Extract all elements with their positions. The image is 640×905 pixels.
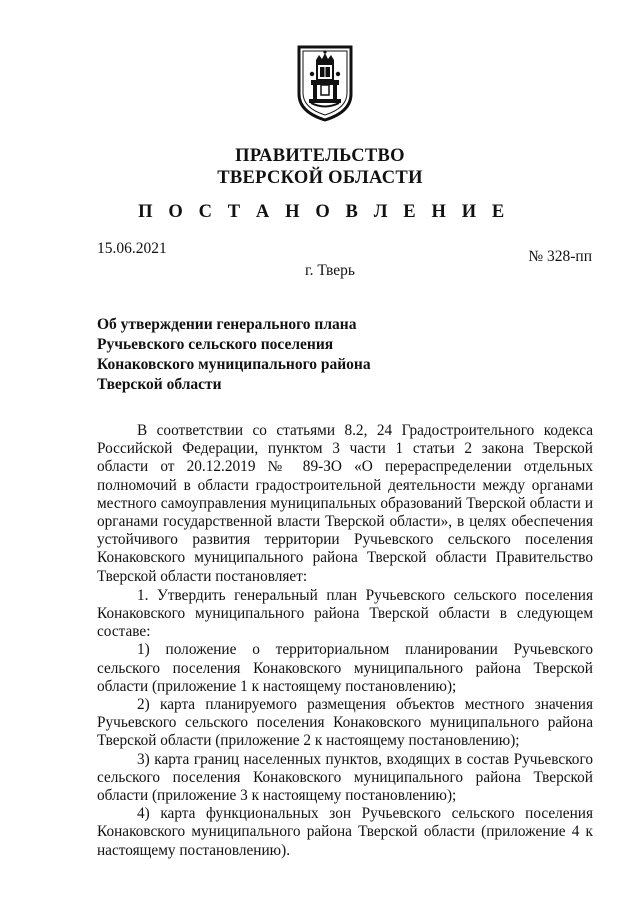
subject-line: Об утверждении генерального плана <box>97 316 357 333</box>
document-city: г. Тверь <box>305 262 355 279</box>
document-subject <box>97 315 371 395</box>
subitem-2-paragraph: 2) карта планируемого размещения объектов местного значения Ручьевского сельского поселения Конаковского муниципального района Тверской области (приложение 2 к настоящему постановлению); <box>97 696 593 750</box>
subject-line: Тверской области <box>97 376 222 393</box>
government-heading <box>0 145 640 189</box>
preamble-paragraph: В соответствии со статьями 8.2, 24 Градостроительного кодекса Российской Федерации, пунктом 3 части 1 статьи 2 закона Тверской области от 20.12.2019 № 89-ЗО «О перераспределении отдельных полномочий в области градостроительной деятельности между органами местного самоуправления муниципальных образований Тверской области и органами государственной власти Тверской области», в целях обеспечения устойчивого развития территории Ручьевского сельского поселения Конаковского муниципального района Тверской области Правительство Тверской области постановляет: <box>97 422 593 585</box>
subitem-1-paragraph: 1) положение о территориальном планировании Ручьевского сельского поселения Конаковского муниципального района Тверской области (приложение 1 к настоящему постановлению); <box>97 641 593 695</box>
document-date: 15.06.2021 <box>97 240 167 257</box>
subitem-4-paragraph: 4) карта функциональных зон Ручьевского сельского поселения Конаковского муниципального района Тверской области (приложение 4 к настоящему постановлению). <box>97 805 593 859</box>
government-line-2: ТВЕРСКОЙ ОБЛАСТИ <box>217 168 423 188</box>
subject-line: Конаковского муниципального района <box>97 356 371 373</box>
government-line-1: ПРАВИТЕЛЬСТВО <box>235 146 405 166</box>
subject-line: Ручьевского сельского поселения <box>97 336 334 353</box>
document-body <box>97 422 593 860</box>
document-number: № 328-пп <box>528 248 592 265</box>
document-type-title: П О С Т А Н О В Л Е Н И Е <box>138 202 510 222</box>
coat-of-arms-icon <box>296 44 354 122</box>
item-1-paragraph: 1. Утвердить генеральный план Ручьевского сельского поселения Конаковского муниципального района Тверской области в следующем составе: <box>97 586 593 641</box>
subitem-3-paragraph: 3) карта границ населенных пунктов, входящих в состав Ручьевского сельского поселения Конаковского муниципального района Тверской области (приложение 3 к настоящему постановлению); <box>97 750 593 805</box>
